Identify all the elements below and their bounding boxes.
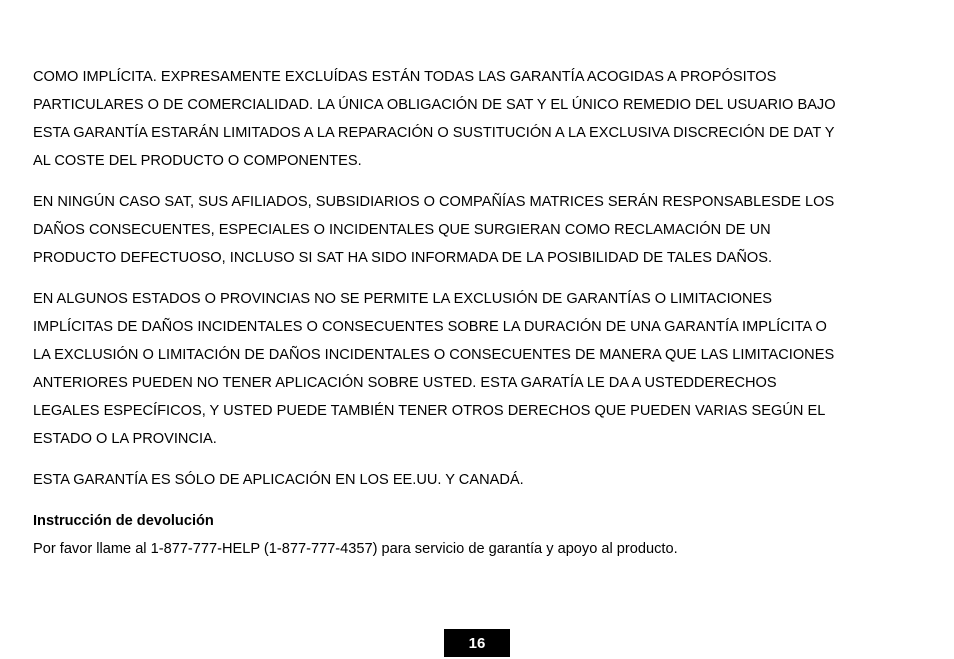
text-line: PRODUCTO DEFECTUOSO, INCLUSO SI SAT HA SIDO INFORMADA DE LA POSIBILIDAD DE TALES DAÑOS. <box>33 250 773 266</box>
text-line: LA EXCLUSIÓN O LIMITACIÓN DE DAÑOS INCIDENTALES O CONSECUENTES DE MANERA QUE LAS LIMITACIONES <box>33 347 835 363</box>
paragraph-state-limitations <box>33 285 928 453</box>
page-number-badge: 16 <box>444 629 510 657</box>
text-line: DAÑOS CONSECUENTES, ESPECIALES O INCIDENTALES QUE SURGIERAN COMO RECLAMACIÓN DE UN <box>33 222 771 238</box>
text-line: ESTA GARANTÍA ESTARÁN LIMITADOS A LA REPARACIÓN O SUSTITUCIÓN A LA EXCLUSIVA DISCRECIÓN DE DAT Y <box>33 125 835 141</box>
text-line: ESTA GARANTÍA ES SÓLO DE APLICACIÓN EN LOS EE.UU. Y CANADÁ. <box>33 472 524 488</box>
text-line: COMO IMPLÍCITA. EXPRESAMENTE EXCLUÍDAS ESTÁN TODAS LAS GARANTÍA ACOGIDAS A PROPÓSITOS <box>33 69 777 85</box>
text-line: EN ALGUNOS ESTADOS O PROVINCIAS NO SE PERMITE LA EXCLUSIÓN DE GARANTÍAS O LIMITACIONES <box>33 291 773 307</box>
return-instructions-heading: Instrucción de devolución <box>33 513 214 529</box>
text-line: AL COSTE DEL PRODUCTO O COMPONENTES. <box>33 153 362 169</box>
paragraph-territory <box>33 466 928 494</box>
text-line: PARTICULARES O DE COMERCIALIDAD. LA ÚNICA OBLIGACIÓN DE SAT Y EL ÚNICO REMEDIO DEL USUARIO BAJO <box>33 97 836 113</box>
text-line: ESTADO O LA PROVINCIA. <box>33 431 217 447</box>
text-line: IMPLÍCITAS DE DAÑOS INCIDENTALES O CONSECUENTES SOBRE LA DURACIÓN DE UNA GARANTÍA IMPLÍCITA O <box>33 319 827 335</box>
text-line: ANTERIORES PUEDEN NO TENER APLICACIÓN SOBRE USTED. ESTA GARATÍA LE DA A USTEDDERECHOS <box>33 375 777 391</box>
document-body <box>33 63 928 563</box>
paragraph-warranty-exclusion <box>33 63 928 175</box>
text-line: EN NINGÚN CASO SAT, SUS AFILIADOS, SUBSIDIARIOS O COMPAÑÍAS MATRICES SERÁN RESPONSABLESDE LOS <box>33 194 835 210</box>
return-instructions-text: Por favor llame al 1-877-777-HELP (1-877-777-4357) para servicio de garantía y apoyo al producto. <box>33 541 678 557</box>
text-line: LEGALES ESPECÍFICOS, Y USTED PUEDE TAMBIÉN TENER OTROS DERECHOS QUE PUEDEN VARIAS SEGÚN EL <box>33 403 826 419</box>
paragraph-liability <box>33 188 928 272</box>
